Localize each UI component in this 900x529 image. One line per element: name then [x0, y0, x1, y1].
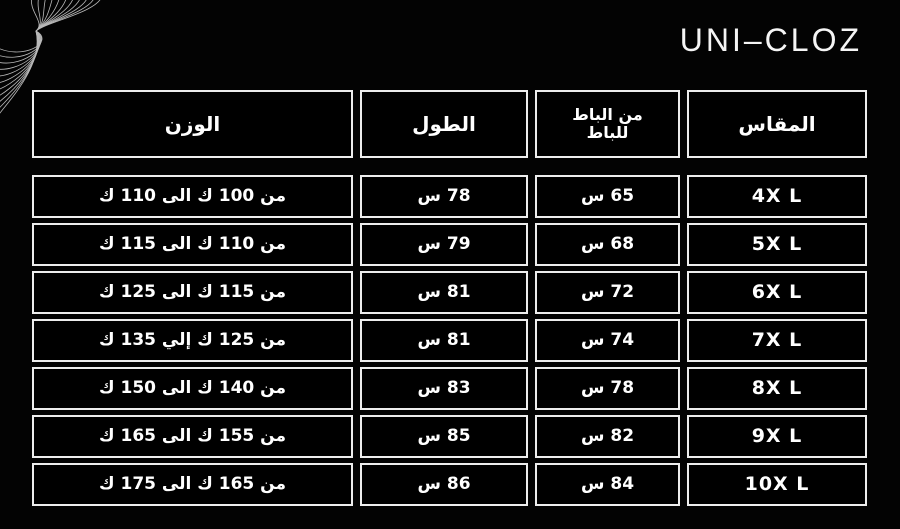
length-value: 83 س: [360, 367, 528, 410]
size-value: 4X L: [687, 175, 867, 218]
header-armpit-line1: من الباط: [572, 104, 643, 124]
size-value: 9X L: [687, 415, 867, 458]
table-row: [32, 319, 867, 362]
size-value: 8X L: [687, 367, 867, 410]
weight-value: من 140 ك الى 150 ك: [32, 367, 353, 410]
table-row: [32, 175, 867, 218]
armpit-value: 68 س: [535, 223, 680, 266]
table-row: [32, 463, 867, 506]
table-row: [32, 223, 867, 266]
weight-value: من 125 ك إلي 135 ك: [32, 319, 353, 362]
size-value: 7X L: [687, 319, 867, 362]
armpit-value: 84 س: [535, 463, 680, 506]
table-row: [32, 271, 867, 314]
length-value: 86 س: [360, 463, 528, 506]
length-value: 81 س: [360, 319, 528, 362]
armpit-value: 78 س: [535, 367, 680, 410]
header-armpit: [535, 90, 680, 158]
brand-wordmark: UNI–CLOZ: [679, 22, 862, 58]
size-value: 6X L: [687, 271, 867, 314]
weight-value: من 115 ك الى 125 ك: [32, 271, 353, 314]
length-value: 79 س: [360, 223, 528, 266]
header-weight-label: الوزن: [164, 111, 221, 136]
weight-value: من 110 ك الى 115 ك: [32, 223, 353, 266]
armpit-value: 72 س: [535, 271, 680, 314]
length-value: 78 س: [360, 175, 528, 218]
weight-value: من 165 ك الى 175 ك: [32, 463, 353, 506]
size-value: 5X L: [687, 223, 867, 266]
length-value: 81 س: [360, 271, 528, 314]
header-size: [687, 90, 867, 158]
armpit-value: 82 س: [535, 415, 680, 458]
armpit-value: 74 س: [535, 319, 680, 362]
armpit-value: 65 س: [535, 175, 680, 218]
table-header-row: [32, 90, 867, 158]
weight-value: من 100 ك الى 110 ك: [32, 175, 353, 218]
header-length-label: الطول: [412, 111, 476, 136]
header-weight: [32, 90, 353, 158]
table-row: [32, 367, 867, 410]
header-length: [360, 90, 528, 158]
header-armpit-line2: للباط: [586, 123, 629, 142]
weight-value: من 155 ك الى 165 ك: [32, 415, 353, 458]
size-chart-table: [32, 90, 867, 511]
size-value: 10X L: [687, 463, 867, 506]
table-row: [32, 415, 867, 458]
length-value: 85 س: [360, 415, 528, 458]
header-size-label: المقاس: [738, 111, 816, 136]
